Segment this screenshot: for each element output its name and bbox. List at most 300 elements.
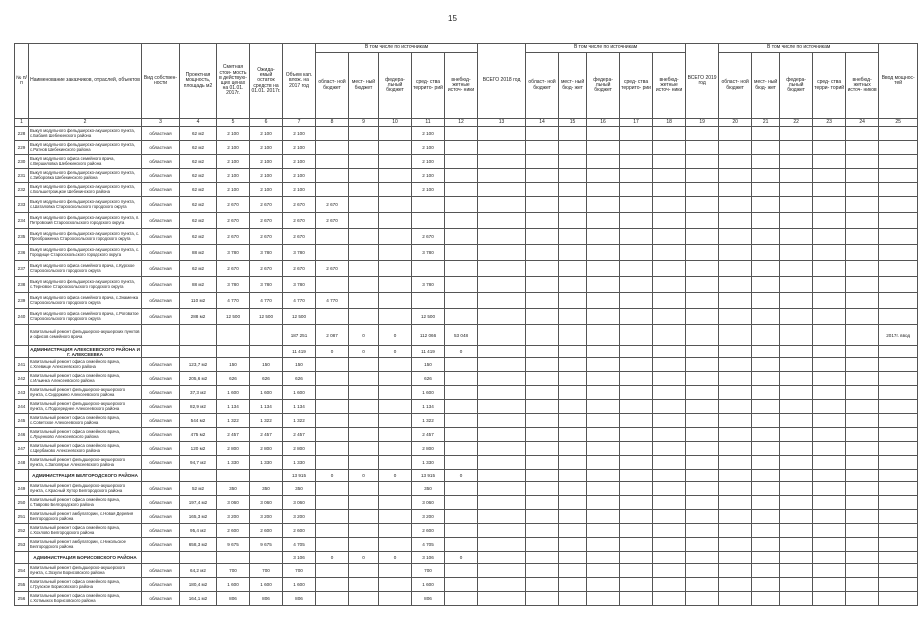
row-ownership: областная: [142, 496, 180, 510]
row-territory: 150: [412, 358, 445, 372]
row-territory: 2 100: [412, 169, 445, 183]
column-index-cell: 12: [445, 119, 478, 127]
col-regional-2018: област- ной бюджет: [526, 53, 559, 119]
row-name: Капитальный ремонт амбулатории, с.Новая Деревня Белгородского района: [29, 510, 142, 524]
empty-cell: [620, 141, 653, 155]
empty-cell: [250, 470, 283, 482]
row-local: [349, 358, 379, 372]
empty-cell: [526, 592, 559, 606]
empty-cell: [813, 414, 846, 428]
empty-cell: [813, 155, 846, 169]
empty-cell: [526, 155, 559, 169]
row-extra: [445, 169, 478, 183]
empty-cell: [719, 127, 752, 141]
row-capacity: 120 м2: [180, 442, 217, 456]
row-regional: [316, 564, 349, 578]
row-extra: [445, 564, 478, 578]
empty-cell: [780, 428, 813, 442]
row-regional: [316, 141, 349, 155]
empty-cell: [780, 277, 813, 293]
empty-cell: [846, 127, 879, 141]
table-row: [15, 496, 918, 510]
row-regional: [316, 358, 349, 372]
empty-cell: [526, 169, 559, 183]
empty-cell: [813, 386, 846, 400]
row-number: 247: [15, 442, 29, 456]
empty-cell: [686, 346, 719, 358]
empty-cell: [653, 456, 686, 470]
empty-cell: [719, 400, 752, 414]
empty-cell: [686, 155, 719, 169]
empty-cell: [620, 564, 653, 578]
row-cost: 3 200: [217, 510, 250, 524]
column-index-cell: 14: [526, 119, 559, 127]
row-volume: 2 800: [283, 442, 316, 456]
row-extra: [445, 414, 478, 428]
row-volume: 2 670: [283, 229, 316, 245]
empty-cell: [620, 442, 653, 456]
empty-cell: [559, 229, 587, 245]
empty-cell: [686, 141, 719, 155]
empty-cell: [217, 325, 250, 346]
empty-cell: [813, 592, 846, 606]
empty-cell: [587, 141, 620, 155]
empty-cell: [587, 309, 620, 325]
row-remaining: 4 770: [250, 293, 283, 309]
empty-cell: [780, 400, 813, 414]
row-name: Выкуп модульного офиса семейного врача, с.Курское Старооскольского городского округа: [29, 261, 142, 277]
table-row: [15, 213, 918, 229]
row-capacity: 64,2 м2: [180, 564, 217, 578]
empty-cell: [780, 524, 813, 538]
empty-cell: [846, 442, 879, 456]
empty-cell: [686, 358, 719, 372]
table-row: [15, 183, 918, 197]
empty-cell: [752, 155, 780, 169]
table-row: [15, 592, 918, 606]
empty-cell: [719, 482, 752, 496]
empty-cell: [559, 578, 587, 592]
empty-cell: [526, 293, 559, 309]
empty-cell: [478, 197, 526, 213]
row-extra: [445, 127, 478, 141]
row-number: 235: [15, 229, 29, 245]
row-volume: 626: [283, 372, 316, 386]
row-volume: 700: [283, 564, 316, 578]
row-regional: [316, 442, 349, 456]
row-number: 255: [15, 578, 29, 592]
empty-cell: [719, 169, 752, 183]
row-cost: 2 600: [217, 524, 250, 538]
row-local: [349, 564, 379, 578]
empty-cell: [526, 372, 559, 386]
empty-cell: [686, 169, 719, 183]
row-ownership: областная: [142, 141, 180, 155]
col-territory-2018: сред- ства террито- рии: [620, 53, 653, 119]
row-federal: [379, 482, 412, 496]
empty-cell: [879, 183, 918, 197]
row-local: [349, 309, 379, 325]
column-index-cell: 7: [283, 119, 316, 127]
empty-cell: [478, 309, 526, 325]
empty-cell: [587, 358, 620, 372]
empty-cell: [752, 213, 780, 229]
row-ownership: областная: [142, 358, 180, 372]
empty-cell: [653, 538, 686, 552]
row-ownership: областная: [142, 442, 180, 456]
empty-cell: [813, 470, 846, 482]
empty-cell: [813, 245, 846, 261]
empty-cell: [559, 155, 587, 169]
row-extra: [445, 245, 478, 261]
row-regional: 2 670: [316, 213, 349, 229]
empty-cell: [250, 552, 283, 564]
row-federal: [379, 386, 412, 400]
row-local: [349, 578, 379, 592]
page-number: 15: [448, 14, 457, 23]
row-local: [349, 155, 379, 169]
empty-cell: [879, 141, 918, 155]
empty-cell: [15, 325, 29, 346]
empty-cell: [686, 496, 719, 510]
row-name: Выкуп модульного фельдшерско-акушерского пункта, с.Терновое Старооскольского городского округа: [29, 277, 142, 293]
empty-cell: [653, 400, 686, 414]
col-territory-2019: сред- ства терри- торий: [813, 53, 846, 119]
row-remaining: 2 100: [250, 127, 283, 141]
row-name: Капитальный ремонт офиса семейного врача, с.Луценково Алексеевского района: [29, 428, 142, 442]
col-regional-2019: област- ной бюджет: [719, 53, 752, 119]
row-volume: 3 200: [283, 510, 316, 524]
empty-cell: [526, 414, 559, 428]
empty-cell: [780, 229, 813, 245]
empty-cell: [719, 552, 752, 564]
column-index-cell: 17: [620, 119, 653, 127]
row-federal: [379, 524, 412, 538]
row-remaining: 626: [250, 372, 283, 386]
row-territory: 3 780: [412, 277, 445, 293]
row-number: 239: [15, 293, 29, 309]
empty-cell: [653, 229, 686, 245]
empty-cell: [780, 309, 813, 325]
empty-cell: [752, 538, 780, 552]
empty-cell: [813, 346, 846, 358]
row-territory: 4 705: [412, 538, 445, 552]
empty-cell: [478, 372, 526, 386]
empty-cell: [559, 482, 587, 496]
table-row: [15, 372, 918, 386]
empty-cell: [752, 169, 780, 183]
row-regional: [316, 169, 349, 183]
empty-cell: [620, 346, 653, 358]
row-remaining: 2 100: [250, 155, 283, 169]
empty-cell: [846, 578, 879, 592]
empty-cell: [587, 400, 620, 414]
col-name: Наименование заказчиков, отраслей, объектов: [29, 44, 142, 119]
empty-cell: [620, 309, 653, 325]
row-local: [349, 400, 379, 414]
row-capacity: 62 м2: [180, 155, 217, 169]
empty-cell: [719, 538, 752, 552]
row-extra: [445, 141, 478, 155]
empty-cell: [719, 428, 752, 442]
empty-cell: [587, 197, 620, 213]
row-territory: 1 330: [412, 456, 445, 470]
row-ownership: областная: [142, 293, 180, 309]
row-name: Капитальный ремонт офиса семейного врача, с.Советское Алексеевского района: [29, 414, 142, 428]
empty-cell: [478, 386, 526, 400]
row-cost: 2 670: [217, 261, 250, 277]
empty-cell: [846, 293, 879, 309]
section-territory: 13 915: [412, 470, 445, 482]
empty-cell: [846, 277, 879, 293]
empty-cell: [780, 183, 813, 197]
empty-cell: [653, 309, 686, 325]
empty-cell: [752, 245, 780, 261]
empty-cell: [719, 442, 752, 456]
empty-cell: [587, 524, 620, 538]
empty-cell: [620, 358, 653, 372]
empty-cell: [559, 414, 587, 428]
row-number: 246: [15, 428, 29, 442]
empty-cell: [879, 358, 918, 372]
empty-cell: [846, 325, 879, 346]
empty-cell: [653, 183, 686, 197]
empty-cell: [879, 428, 918, 442]
empty-cell: [719, 578, 752, 592]
row-extra: [445, 372, 478, 386]
row-ownership: областная: [142, 309, 180, 325]
empty-cell: [813, 169, 846, 183]
row-territory: [412, 213, 445, 229]
row-capacity: 62 м2: [180, 183, 217, 197]
empty-cell: [478, 358, 526, 372]
row-capacity: 95,4 м2: [180, 524, 217, 538]
row-name: Капитальный ремонт фельдшерско-акушерского пункта, с.Зозули Борисовского района: [29, 564, 142, 578]
empty-cell: [686, 261, 719, 277]
empty-cell: [686, 229, 719, 245]
empty-cell: [780, 358, 813, 372]
row-capacity: 82,9 м2: [180, 400, 217, 414]
empty-cell: [752, 229, 780, 245]
section-extra: 0: [445, 470, 478, 482]
row-number: 234: [15, 213, 29, 229]
row-cost: 1 134: [217, 400, 250, 414]
empty-cell: [846, 141, 879, 155]
empty-cell: [559, 183, 587, 197]
row-cost: 2 100: [217, 155, 250, 169]
empty-cell: [620, 428, 653, 442]
row-cost: 626: [217, 372, 250, 386]
col-remaining: Ожида- емый остаток средств на 01.01. 2017г.: [250, 44, 283, 119]
row-territory: [412, 261, 445, 277]
empty-cell: [653, 510, 686, 524]
empty-cell: [653, 592, 686, 606]
empty-cell: [879, 564, 918, 578]
section-commission: [879, 470, 918, 482]
row-capacity: 475 м2: [180, 428, 217, 442]
empty-cell: [478, 482, 526, 496]
empty-cell: [686, 127, 719, 141]
empty-cell: [620, 213, 653, 229]
empty-cell: [559, 169, 587, 183]
empty-cell: [587, 552, 620, 564]
empty-cell: [620, 414, 653, 428]
empty-cell: [653, 155, 686, 169]
empty-cell: [780, 564, 813, 578]
row-regional: [316, 245, 349, 261]
empty-cell: [653, 414, 686, 428]
empty-cell: [526, 183, 559, 197]
row-federal: [379, 592, 412, 606]
empty-cell: [752, 592, 780, 606]
row-capacity: 123,7 м2: [180, 358, 217, 372]
empty-cell: [478, 538, 526, 552]
section-commission: [879, 552, 918, 564]
row-territory: 2 100: [412, 183, 445, 197]
empty-cell: [180, 552, 217, 564]
empty-cell: [478, 496, 526, 510]
empty-cell: [813, 400, 846, 414]
empty-cell: [686, 293, 719, 309]
table-row: [15, 293, 918, 309]
empty-cell: [587, 372, 620, 386]
empty-cell: [478, 169, 526, 183]
empty-cell: [752, 261, 780, 277]
empty-cell: [813, 358, 846, 372]
row-extra: [445, 510, 478, 524]
row-regional: 2 670: [316, 197, 349, 213]
empty-cell: [846, 245, 879, 261]
row-cost: 2 670: [217, 213, 250, 229]
empty-cell: [813, 428, 846, 442]
section-federal: 0: [379, 552, 412, 564]
column-index-cell: 25: [879, 119, 918, 127]
empty-cell: [846, 183, 879, 197]
empty-cell: [846, 524, 879, 538]
row-local: [349, 245, 379, 261]
empty-cell: [813, 261, 846, 277]
col-local-2018: мест- ный бюд- жет: [559, 53, 587, 119]
section-volume: 3 106: [283, 552, 316, 564]
empty-cell: [719, 592, 752, 606]
row-capacity: 180,4 м2: [180, 578, 217, 592]
empty-cell: [620, 538, 653, 552]
row-extra: [445, 358, 478, 372]
empty-cell: [686, 277, 719, 293]
row-ownership: областная: [142, 414, 180, 428]
row-remaining: 1 322: [250, 414, 283, 428]
row-ownership: областная: [142, 456, 180, 470]
row-ownership: областная: [142, 245, 180, 261]
row-regional: [316, 277, 349, 293]
empty-cell: [587, 386, 620, 400]
row-number: 233: [15, 197, 29, 213]
empty-cell: [686, 325, 719, 346]
empty-cell: [559, 141, 587, 155]
row-number: 237: [15, 261, 29, 277]
row-cost: 2 100: [217, 127, 250, 141]
row-cost: 1 600: [217, 578, 250, 592]
empty-cell: [559, 428, 587, 442]
row-local: [349, 372, 379, 386]
col-extra-2018: внебюд- жетные источ- ники: [653, 53, 686, 119]
empty-cell: [180, 346, 217, 358]
row-federal: [379, 169, 412, 183]
row-volume: 2 670: [283, 197, 316, 213]
empty-cell: [478, 564, 526, 578]
row-ownership: областная: [142, 592, 180, 606]
row-extra: [445, 386, 478, 400]
section-regional: 0: [316, 470, 349, 482]
empty-cell: [559, 386, 587, 400]
row-cost: 150: [217, 358, 250, 372]
row-regional: [316, 183, 349, 197]
empty-cell: [587, 510, 620, 524]
row-volume: 2 670: [283, 261, 316, 277]
section-regional: 0: [316, 552, 349, 564]
empty-cell: [780, 470, 813, 482]
empty-cell: [15, 552, 29, 564]
empty-cell: [879, 245, 918, 261]
empty-cell: [142, 325, 180, 346]
empty-cell: [478, 293, 526, 309]
row-volume: 12 500: [283, 309, 316, 325]
empty-cell: [478, 229, 526, 245]
row-volume: 350: [283, 482, 316, 496]
row-local: [349, 442, 379, 456]
empty-cell: [478, 592, 526, 606]
empty-cell: [846, 372, 879, 386]
table-row: [15, 510, 918, 524]
row-remaining: 2 100: [250, 169, 283, 183]
empty-cell: [653, 386, 686, 400]
row-local: [349, 261, 379, 277]
row-regional: [316, 510, 349, 524]
row-territory: 2 100: [412, 127, 445, 141]
row-ownership: областная: [142, 538, 180, 552]
row-name: Капитальный ремонт фельдшерско-акушерского пункта, с.Красный Хутор Белгородского района: [29, 482, 142, 496]
row-name: Выкуп модульного офиса семейного врача, с.Вершиловка Шебекинского района: [29, 155, 142, 169]
row-federal: [379, 564, 412, 578]
row-cost: 806: [217, 592, 250, 606]
empty-cell: [846, 414, 879, 428]
row-remaining: 806: [250, 592, 283, 606]
row-extra: [445, 197, 478, 213]
row-name: Капитальный ремонт офиса семейного врача, с.Грузское Борисовского района: [29, 578, 142, 592]
empty-cell: [559, 127, 587, 141]
empty-cell: [620, 524, 653, 538]
row-name: Капитальный ремонт офиса семейного врача, с.Хохлово Белгородского района: [29, 524, 142, 538]
row-federal: [379, 213, 412, 229]
empty-cell: [587, 564, 620, 578]
row-volume: 2 670: [283, 213, 316, 229]
column-index-cell: 16: [587, 119, 620, 127]
empty-cell: [620, 552, 653, 564]
column-index-cell: 22: [780, 119, 813, 127]
row-federal: [379, 578, 412, 592]
empty-cell: [587, 456, 620, 470]
row-capacity: 62 м2: [180, 261, 217, 277]
row-name: Выкуп модульного фельдшерско-акушерского пункта, с. Преображенка Старооскольского городского округа: [29, 229, 142, 245]
empty-cell: [559, 552, 587, 564]
row-name: Капитальный ремонт амбулатории, с.Никольское Белгородского района: [29, 538, 142, 552]
empty-cell: [526, 552, 559, 564]
row-ownership: областная: [142, 261, 180, 277]
row-extra: [445, 524, 478, 538]
row-regional: [316, 400, 349, 414]
empty-cell: [813, 552, 846, 564]
row-federal: [379, 141, 412, 155]
